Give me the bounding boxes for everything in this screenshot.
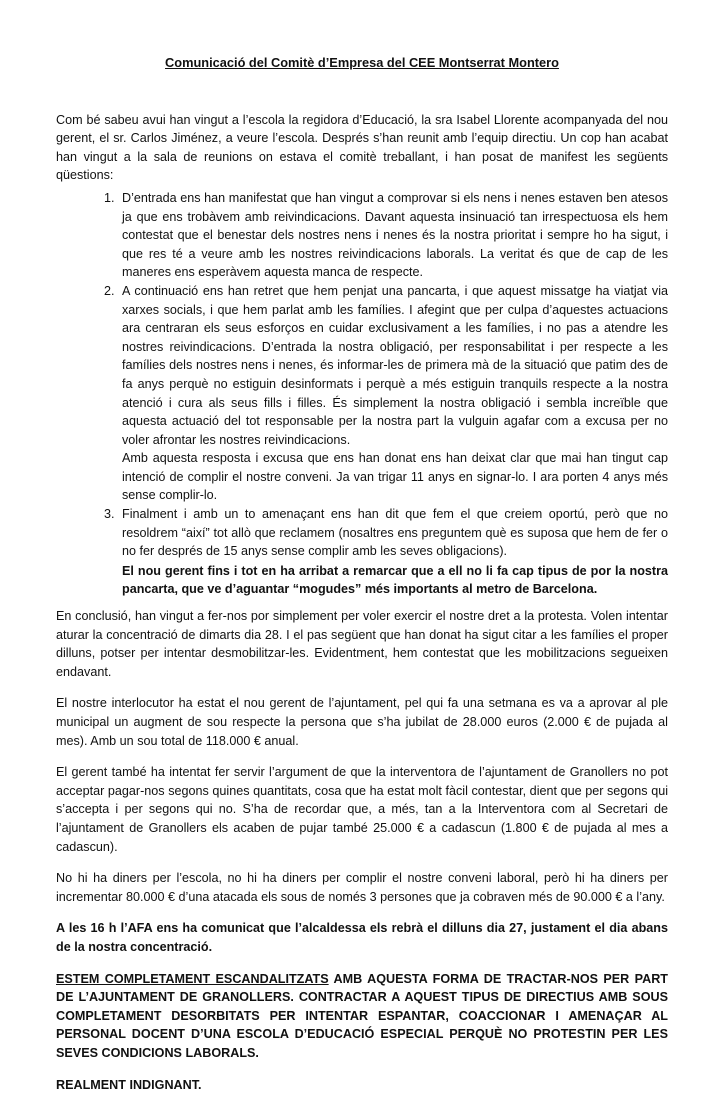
document-title: Comunicació del Comitè d’Empresa del CEE Montserrat Montero: [56, 54, 668, 73]
closing-rest: AMB AQUESTA FORMA DE TRACTAR-NOS PER PART DE L’AJUNTAMENT DE GRANOLLERS. CONTRACTAR A AQUEST TIPUS DE DIRECTIUS AMB SOUS COMPLETAMENT DESORBITATS PER INTENTAR ESPANTAR, COACCIONAR I AMENAÇAR AL PERSONAL DOCENT D’UNA ESCOLA D’EDUCACIÓ ESPECIAL PERQUÈ NO PROTESTIN PER LES SEVES CONDICIONS LABORALS.: [56, 972, 668, 1060]
closing-paragraph: [56, 970, 668, 1063]
closing-underlined: ESTEM COMPLETAMENT ESCANDALITZATS: [56, 972, 329, 986]
list-item: [118, 505, 668, 599]
money-paragraph: No hi ha diners per l’escola, no hi ha diners per complir el nostre conveni laboral, però hi ha diners per incrementar 80.000 € d’una atacada els sous de només 3 persones que ja cobraven més de 90.000 € a l’any.: [56, 869, 668, 906]
salary-paragraph: El nostre interlocutor ha estat el nou gerent de l’ajuntament, pel qui fa una setmana es va a aprovar al ple municipal un augment de sou respecte la persona que s’ha jubilat de 28.000 euros (2.000 € de pujada al mes). Amb un sou total de 118.000 € anual.: [56, 694, 668, 750]
list-item: [118, 282, 668, 505]
signoff: REALMENT INDIGNANT.: [56, 1076, 668, 1094]
conclusion-paragraph: En conclusió, han vingut a fer-nos por simplement per voler exercir el nostre dret a la protesta. Volen intentar aturar la concentració de dimarts dia 28. I el pas següent que han donat ha sigut citar a les famílies el proper dilluns, potser per intentar desmobilitzar-les. Evidentment, hem contestat que les mobilitzacions segueixen endavant.: [56, 607, 668, 681]
intro-paragraph: Com bé sabeu avui han vingut a l’escola la regidora d’Educació, la sra Isabel Llorente acompanyada del nou gerent, el sr. Carlos Jiménez, a veure l’escola. Després s’han reunit amb l’equip directiu. Un cop han acabat han vingut a la sala de reunions on estava el comitè treballant, i han posat de manifest les següents qüestions:: [56, 111, 668, 185]
afa-notice: A les 16 h l’AFA ens ha comunicat que l’alcaldessa els rebrà el dilluns dia 27, justament el dia abans de la nostra concentració.: [56, 919, 668, 956]
questions-list: [56, 189, 668, 599]
list-item-extra: Amb aquesta resposta i excusa que ens han donat ens han deixat clar que mai han tingut cap intenció de complir el nostre conveni. Ja van trigar 11 anys en signar-lo. I ara porten 4 anys més sense complir-lo.: [122, 449, 668, 505]
list-item-text: A continuació ens han retret que hem penjat una pancarta, i que aquest missatge ha viatjat via xarxes socials, i que hem parlat amb les famílies. I afegint que per culpa d’aquestes actuacions ara centraran els seus esforços en cuidar exclusivament a les famílies, i no pas a atendre les nostres reivindicacions. D’entrada la nostra obligació, per responsabilitat i per respecte a les famílies dels nostres nens i nenes, és informar-les de primera mà de la situació que patim des de fa anys perquè no estiguin desinformats i perquè a més estiguin tranquils respecte a la nostra atenció i cura als seus fills i filles. És simplement la nostra obligació i sembla increïble que aquesta actuació del tot responsable per la nostra part la vulguin agafar com a excusa per no voler afrontar les nostres reivindicacions.: [122, 284, 668, 447]
list-item: [118, 189, 668, 282]
list-item-bold-note: El nou gerent fins i tot en ha arribat a remarcar que a ell no li fa cap tipus de por la nostra pancarta, que ve d’aguantar “mogudes” més importants al metro de Barcelona.: [122, 562, 668, 599]
list-item-text: Finalment i amb un to amenaçant ens han dit que fem el que creiem oportú, però que no resoldrem “així” tot allò que reclamem (nosaltres ens preguntem què es suposa que hem de fer o no fer després de 15 anys sense complir amb les seves obligacions).: [122, 507, 668, 558]
list-item-text: D’entrada ens han manifestat que han vingut a comprovar si els nens i nenes estaven ben atesos ja que ens trobàvem amb reivindicacions. Davant aquesta insinuació tan irrespectuosa els hem contestat que el benestar dels nostres nens i nenes és la nostra prioritat i sempre ho ha sigut, i que res té a veure amb les nostres reivindicacions laborals. La veritat és que de cap de les maneres ens esperàvem aquesta manca de respecte.: [122, 191, 668, 279]
interventora-paragraph: El gerent també ha intentat fer servir l’argument de que la interventora de l’ajuntament de Granollers no pot acceptar pagar-nos segons quines quantitats, cosa que ha estat molt fàcil contestar, dient que per segons qui s’accepta i per segons qui no. S’ha de recordar que, a més, tan a la Interventora com al Secretari de l’ajuntament de Granollers els acaben de pujar també 25.000 € a cadascun (1.800 € de pujada al mes a cadascun).: [56, 763, 668, 856]
